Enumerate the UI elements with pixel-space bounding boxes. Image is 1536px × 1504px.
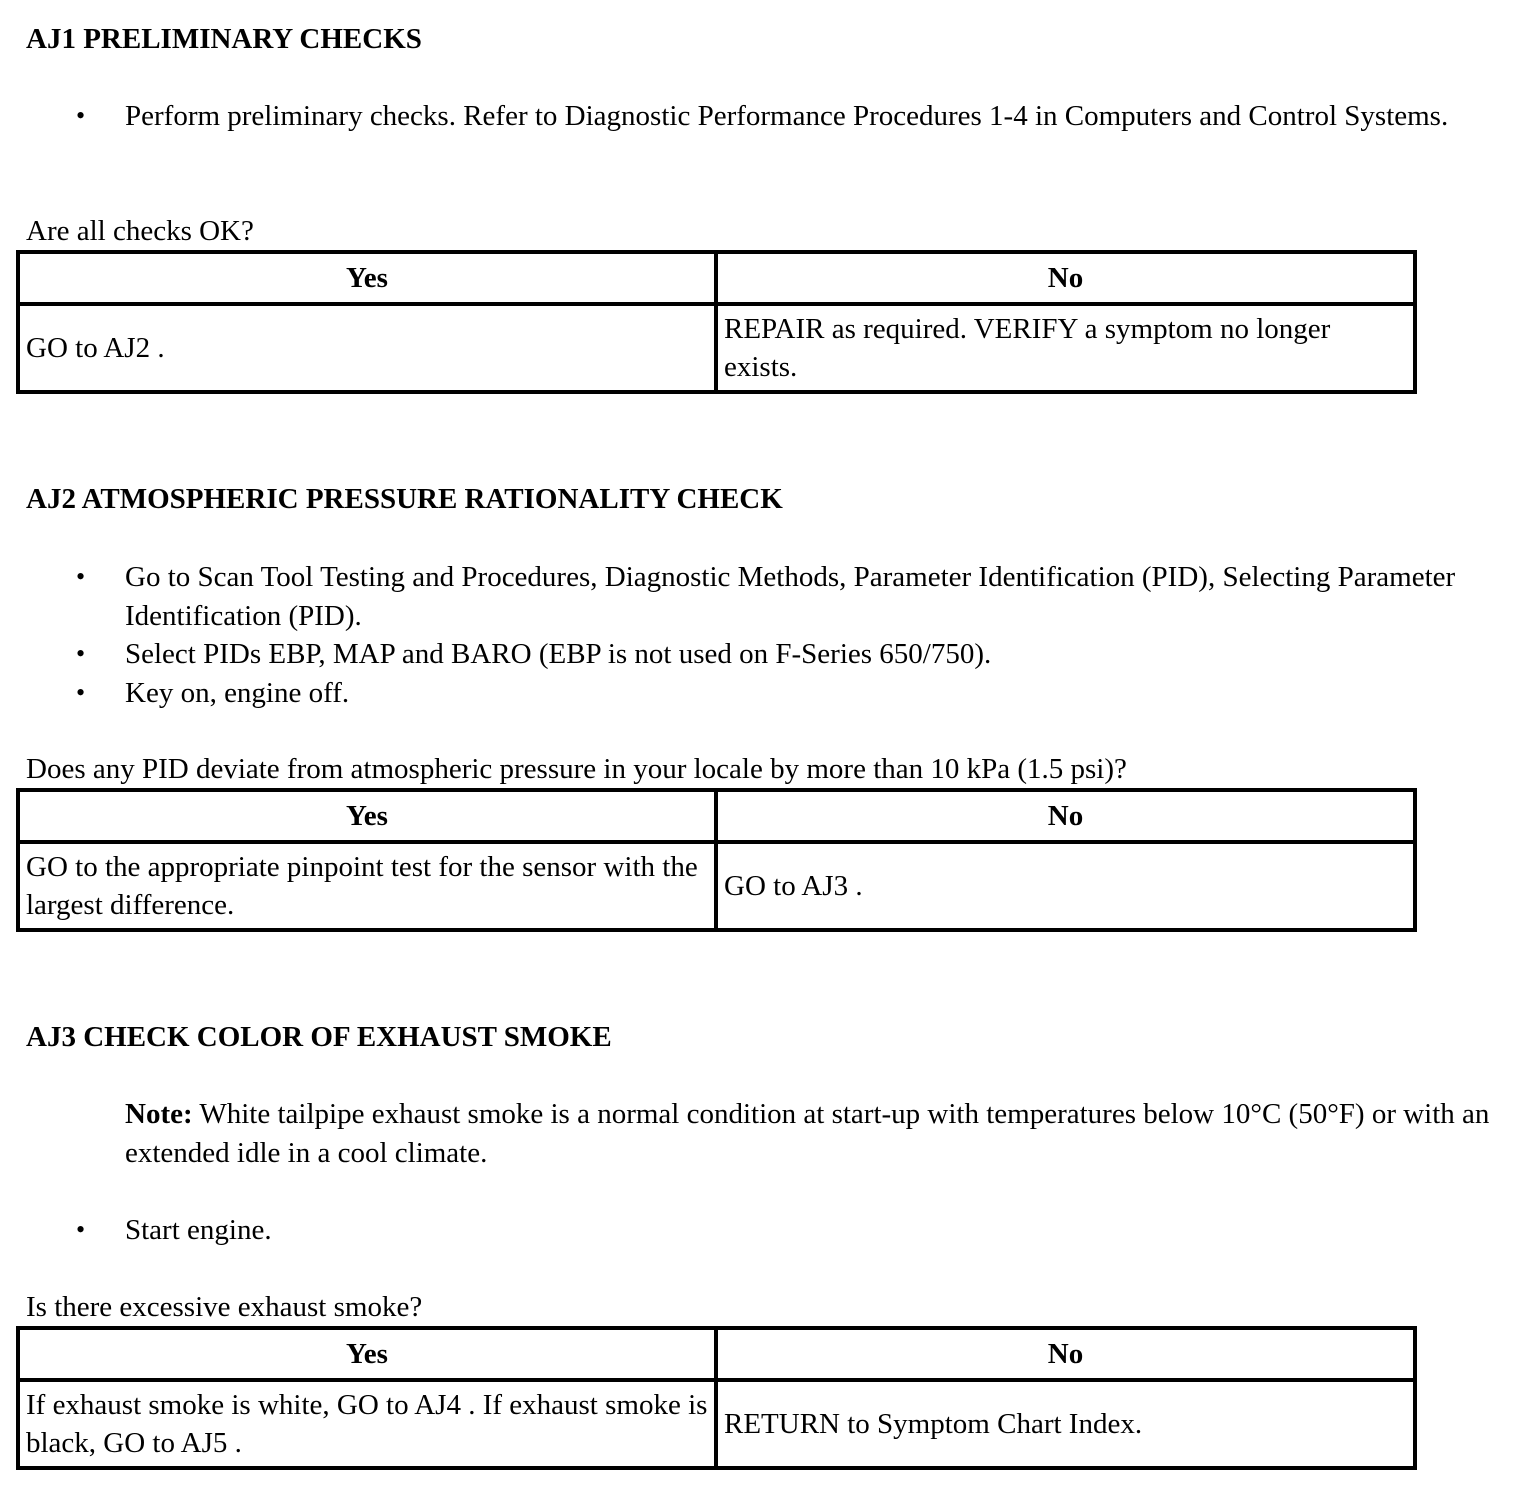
bullet-icon: • (76, 677, 86, 707)
table-row (18, 1380, 1415, 1468)
bullet-text: Go to Scan Tool Testing and Procedures, Diagnostic Methods, Parameter Identification (PID), Selecting Parameter Identification (PID). (125, 561, 1456, 632)
yes-cell: If exhaust smoke is white, GO to AJ4 . If exhaust smoke is black, GO to AJ5 . (18, 1380, 716, 1468)
no-cell: REPAIR as required. VERIFY a symptom no longer exists. (716, 304, 1415, 392)
yes-header: Yes (18, 790, 716, 842)
decision-table (16, 788, 1417, 932)
no-header: No (716, 1328, 1415, 1380)
note-paragraph (125, 1095, 1505, 1172)
yes-header: Yes (18, 252, 716, 304)
section-heading: AJ3 CHECK COLOR OF EXHAUST SMOKE (26, 1021, 612, 1053)
table-row (18, 842, 1415, 930)
question-text: Does any PID deviate from atmospheric pressure in your locale by more than 10 kPa (1.5 psi)? (26, 753, 1127, 785)
yes-cell: GO to the appropriate pinpoint test for the sensor with the largest difference. (18, 842, 716, 930)
note-label: Note: (125, 1098, 193, 1130)
table-header-row (18, 790, 1415, 842)
table-header-row (18, 252, 1415, 304)
question-text: Is there excessive exhaust smoke? (26, 1291, 423, 1323)
bullet-text: Key on, engine off. (125, 676, 350, 709)
bullet-item (0, 674, 1525, 713)
bullet-text: Start engine. (125, 1214, 272, 1246)
decision-table (16, 250, 1417, 394)
bullet-item (0, 635, 1525, 674)
bullet-icon: • (76, 101, 86, 130)
bullet-text: Select PIDs EBP, MAP and BARO (EBP is not used on F-Series 650/750). (125, 638, 992, 670)
bullet-list (0, 1211, 1536, 1250)
decision-table (16, 1326, 1417, 1470)
no-cell: RETURN to Symptom Chart Index. (716, 1380, 1415, 1468)
table-header-row (18, 1328, 1415, 1380)
question-text: Are all checks OK? (26, 215, 254, 247)
bullet-item (0, 558, 1525, 635)
no-header: No (716, 790, 1415, 842)
bullet-list (0, 558, 1536, 712)
no-header: No (716, 252, 1415, 304)
bullet-item (0, 1211, 1525, 1250)
bullet-icon: • (76, 1215, 86, 1244)
bullet-item (0, 97, 1525, 136)
section-heading: AJ1 PRELIMINARY CHECKS (26, 23, 422, 55)
bullet-text: Perform preliminary checks. Refer to Diagnostic Performance Procedures 1-4 in Computers and Control Systems. (125, 100, 1449, 132)
note-text: White tailpipe exhaust smoke is a normal condition at start-up with temperatures below 10°C (50°F) or with an extended idle in a cool climate. (125, 1098, 1490, 1169)
section-heading: AJ2 ATMOSPHERIC PRESSURE RATIONALITY CHECK (26, 483, 783, 515)
yes-cell: GO to AJ2 . (18, 304, 716, 392)
table-row (18, 304, 1415, 392)
bullet-icon: • (76, 639, 86, 668)
bullet-icon: • (76, 562, 86, 591)
bullet-list (0, 97, 1536, 136)
yes-header: Yes (18, 1328, 716, 1380)
no-cell: GO to AJ3 . (716, 842, 1415, 930)
